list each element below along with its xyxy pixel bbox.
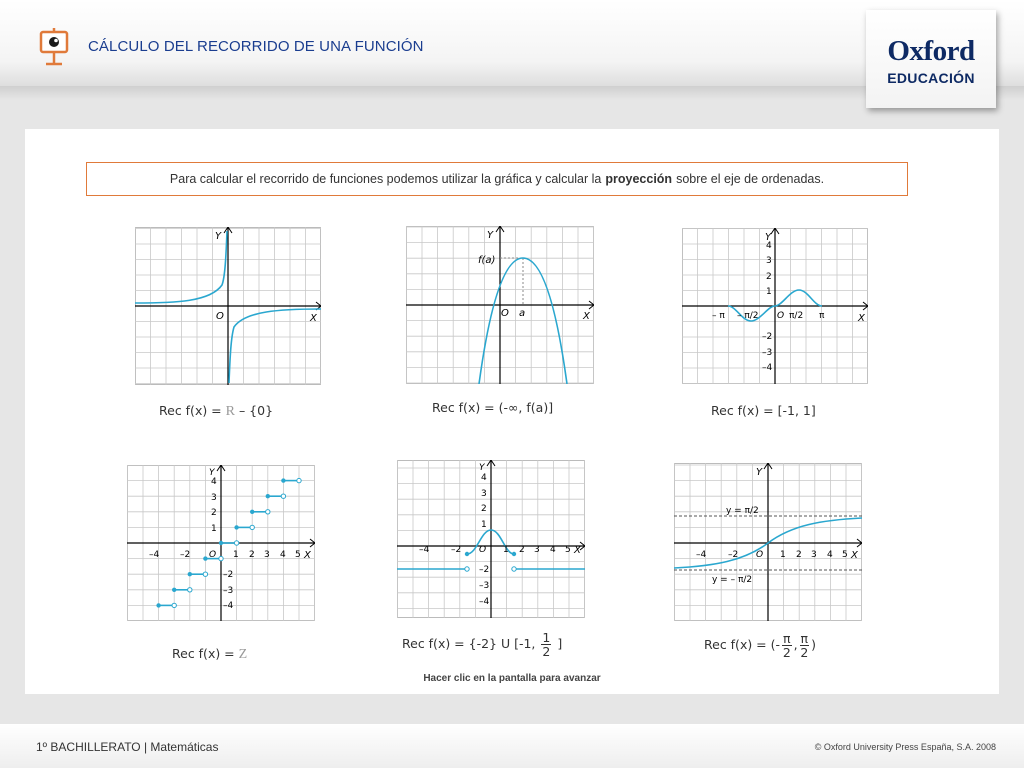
advance-hint: Hacer clic en la pantalla para avanzar — [423, 673, 601, 684]
logo-line-oxford: Oxford — [887, 35, 975, 67]
open-dot — [465, 567, 469, 571]
fraction-numerator: π — [783, 631, 791, 646]
x-tick-neg-pi: – π — [712, 311, 725, 321]
y-tick-4: 4 — [211, 477, 217, 487]
y-tick-neg2: –2 — [223, 570, 234, 580]
x-tick-4: 4 — [550, 545, 556, 555]
fraction-denominator: 2 — [782, 645, 791, 660]
caption-text-end: ) — [811, 637, 816, 652]
graph-arctangent — [674, 463, 862, 621]
value-label: f(a) — [478, 255, 496, 266]
y-tick-neg3: –3 — [223, 586, 234, 596]
y-axis-label: Y — [765, 232, 772, 243]
origin-label: O — [479, 545, 487, 555]
x-tick-2: 2 — [519, 545, 525, 555]
caption-graph-5 — [402, 631, 562, 658]
footer-bar — [0, 724, 1024, 768]
copyright-notice: © Oxford University Press España, S.A. 2008 — [814, 742, 996, 752]
x-tick-neg4: –4 — [149, 550, 160, 560]
y-tick-neg3: –3 — [762, 348, 773, 358]
y-tick-4: 4 — [481, 473, 487, 483]
y-tick-2: 2 — [211, 508, 217, 518]
x-tick-3: 3 — [534, 545, 540, 555]
x-axis-label: X — [583, 311, 590, 322]
graph-sine — [682, 228, 868, 384]
y-tick-2: 2 — [481, 504, 487, 514]
x-tick-neg4: –4 — [696, 550, 707, 560]
caption-comma: , — [793, 637, 798, 652]
y-tick-3: 3 — [481, 489, 487, 499]
y-tick-neg3: –3 — [479, 581, 490, 591]
fraction-denominator: 2 — [800, 645, 809, 660]
y-axis-label: Y — [487, 230, 494, 241]
logo-line-educacion: EDUCACIÓN — [887, 70, 975, 86]
y-tick-neg4: –4 — [223, 601, 234, 611]
x-tick-3: 3 — [264, 550, 270, 560]
x-tick-neg-pi-half: – π/2 — [737, 311, 759, 321]
caption-text: Rec f(x) = (- — [704, 637, 781, 652]
y-tick-1: 1 — [481, 520, 487, 530]
caption-graph-1 — [159, 403, 273, 420]
caption-text: Rec f(x) = — [159, 403, 226, 418]
upper-asymptote-label: y = π/2 — [726, 506, 759, 516]
x-tick-pi: π — [819, 311, 825, 321]
caption-text: Rec f(x) = {-2} U [-1, — [402, 636, 536, 651]
x-tick-1: 1 — [503, 545, 509, 555]
y-tick-1: 1 — [211, 524, 217, 534]
x-axis-label: X — [304, 550, 311, 561]
x-axis-label: X — [310, 313, 317, 324]
x-axis-label: X — [858, 313, 865, 324]
closed-dot — [512, 552, 516, 556]
fraction-numerator: 1 — [542, 630, 551, 645]
y-tick-neg2: –2 — [479, 565, 490, 575]
caption-text-end: ] — [557, 636, 563, 651]
caption-graph-4 — [172, 646, 247, 663]
x-tick-neg2: –2 — [728, 550, 739, 560]
graph-hyperbola — [135, 227, 321, 385]
open-dot — [512, 567, 516, 571]
x-tick-5: 5 — [842, 550, 848, 560]
x-tick-neg2: –2 — [451, 545, 462, 555]
intro-box — [86, 162, 908, 196]
y-tick-3: 3 — [766, 256, 772, 266]
point-label: a — [519, 308, 526, 319]
fraction-denominator: 2 — [542, 644, 551, 659]
intro-text-end: sobre el eje de ordenadas. — [676, 172, 825, 186]
y-tick-1: 1 — [766, 287, 772, 297]
real-set-symbol: R — [225, 404, 235, 419]
x-tick-neg4: –4 — [419, 545, 430, 555]
caption-text: Rec f(x) = — [172, 646, 239, 661]
oxford-logo — [866, 10, 996, 108]
x-tick-5: 5 — [565, 545, 571, 555]
x-axis-label: X — [851, 550, 858, 561]
y-axis-label: Y — [756, 467, 763, 478]
intro-text: Para calcular el recorrido de funciones podemos utilizar la gráfica y calcular la — [169, 172, 602, 186]
x-axis-label: X — [574, 545, 581, 556]
x-tick-5: 5 — [295, 550, 301, 560]
origin-label: O — [209, 550, 217, 560]
page-title: CÁLCULO DEL RECORRIDO DE UNA FUNCIÓN — [88, 38, 424, 55]
x-tick-4: 4 — [280, 550, 286, 560]
x-tick-4: 4 — [827, 550, 833, 560]
x-tick-3: 3 — [811, 550, 817, 560]
x-tick-2: 2 — [249, 550, 255, 560]
fraction-2 — [800, 632, 810, 659]
fraction-1 — [782, 632, 792, 659]
intro-bold-term: proyección — [605, 172, 673, 186]
caption-graph-6 — [704, 632, 816, 659]
graph-piecewise-bump — [397, 460, 585, 618]
caption-graph-3: Rec f(x) = [-1, 1] — [711, 403, 816, 418]
closed-dot — [465, 552, 469, 556]
y-tick-2: 2 — [766, 272, 772, 282]
fraction-numerator: π — [800, 631, 809, 646]
origin-label: O — [501, 308, 509, 319]
origin-label: O — [777, 311, 785, 321]
y-axis-label: Y — [215, 231, 222, 242]
x-tick-pi-half: π/2 — [789, 311, 804, 321]
y-tick-3: 3 — [211, 493, 217, 503]
caption-graph-2: Rec f(x) = (-∞, f(a)] — [432, 400, 554, 415]
x-tick-neg2: –2 — [180, 550, 191, 560]
y-axis-label: Y — [479, 463, 485, 473]
origin-label: O — [756, 550, 764, 560]
graph-parabola — [406, 226, 594, 384]
y-tick-neg4: –4 — [479, 597, 490, 607]
x-tick-2: 2 — [796, 550, 802, 560]
integer-set-symbol: Z — [238, 647, 248, 662]
graph-floor-steps — [127, 465, 315, 621]
y-tick-neg4: –4 — [762, 363, 773, 373]
y-tick-4: 4 — [766, 241, 772, 251]
presentation-board-icon — [38, 28, 70, 66]
course-label: 1º BACHILLERATO | Matemáticas — [36, 740, 219, 754]
y-axis-label: Y — [209, 468, 215, 478]
lower-asymptote-label: y = – π/2 — [712, 575, 753, 585]
y-tick-neg2: –2 — [762, 332, 773, 342]
fraction — [541, 631, 551, 658]
caption-text-end: – {0} — [234, 403, 274, 418]
x-tick-1: 1 — [780, 550, 786, 560]
x-tick-1: 1 — [233, 550, 239, 560]
origin-label: O — [216, 311, 224, 322]
